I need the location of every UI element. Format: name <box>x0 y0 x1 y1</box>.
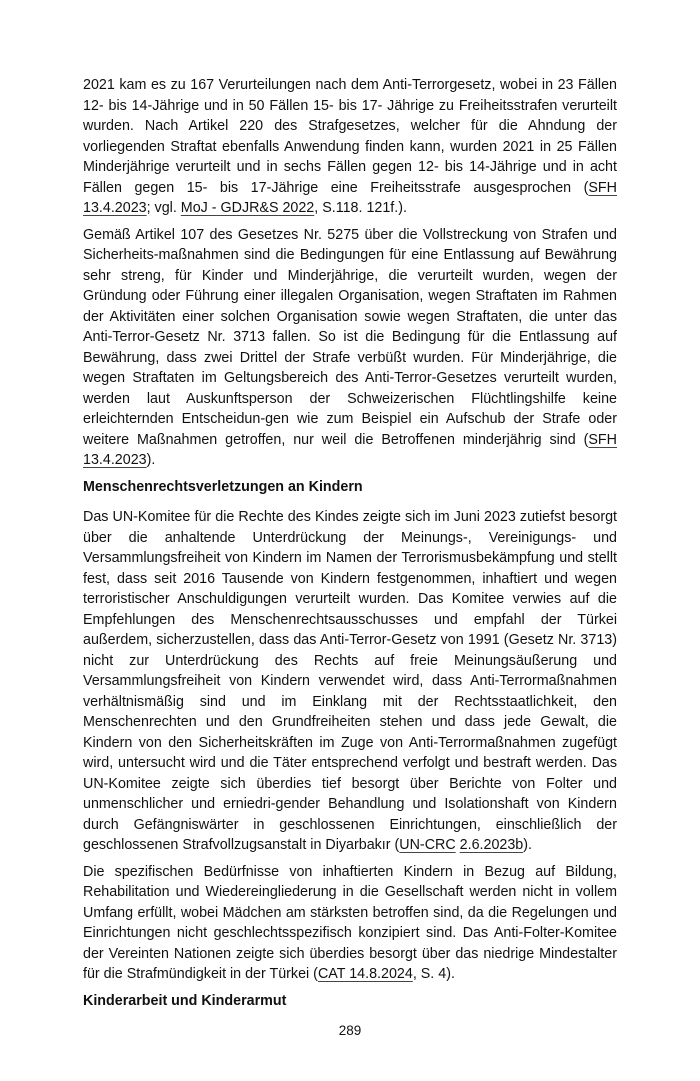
text-segment: laut Auskunftsperson der Schweizerischen Flüchtlingshilfe keine erleichternden Entscheidun- <box>83 390 617 427</box>
text-segment: über das niedrige Mindestalter für die Strafmündigkeit in der Türkei ( <box>83 945 617 982</box>
page-number: 289 <box>338 1023 362 1038</box>
text-segment: Kindern verwendet wird, dass Anti-Terrormaßnahmen verhältnismäßig sind und im Einklang mit <box>83 673 617 710</box>
text-segment: Kindern im Namen der Terrorismusbekämpfung und stellt fest, dass seit 2016 Tausende von <box>83 550 617 587</box>
text-segment: der Rechtsstaatlichkeit, den Menschenrechten und den Grundfreiheiten stehen und dass jede <box>83 693 617 730</box>
text-segment: Jährige und in 50 Fällen 15- bis 17- Jährige zu Freiheitsstrafen verurteilt wurden. Nach Artikel 220 <box>83 97 617 134</box>
text-segment: zeigte sich überdies tief besorgt über Berichte von Folter und unmenschlicher und erniedri- <box>83 775 617 812</box>
text-segment: maßnahmen sind die Bedingungen für eine Entlassung auf Bewährung sehr streng, für Kinder <box>83 247 617 284</box>
text-segment: Das Komitee verwies auf die Empfehlungen des Menschenrechtsausschusses und empfahl <box>83 591 617 628</box>
text-segment: Das UN-Komitee für die Rechte des Kindes zeigte sich im Juni 2023 zutiefst besorgt über <box>83 509 617 546</box>
text-segment: Organisation, wegen Straftaten im Rahmen der Aktivitäten einer solchen Organisation sowie <box>83 288 617 325</box>
citation-link[interactable]: CAT 14.8.2024 <box>317 966 413 982</box>
text-segment: konzipiert sind. Das Anti-Folter-Komitee der Vereinten Nationen zeigte sich überdies besorgt <box>83 925 618 962</box>
text-segment: finden kann, wurden 2021 in 25 Fällen Minderjährige verurteilt und in sechs Fällen gegen 12- bis <box>83 138 617 175</box>
text-segment: gen wie zum Beispiel ein Aufschub der Strafe oder weitere Maßnahmen getroffen, nur weil die <box>83 411 618 448</box>
text-segment: Gemäß Artikel 107 des Gesetzes Nr. 5275 über die Vollstreckung von Strafen und Sicherheits- <box>83 226 617 263</box>
text-segment: ). <box>146 452 156 468</box>
text-segment: am stärksten betroffen sind, da die Regelungen und Einrichtungen nicht geschlechtsspezifisch <box>83 904 617 941</box>
text-segment: die anhaltende Unterdrückung der Meinungs-, Vereinigungs- und Versammlungsfreiheit von <box>83 529 617 566</box>
text-segment: gender Behandlung und Isolationshaft von Kindern durch Gefängniswärter in geschlossenen <box>83 796 617 833</box>
paragraph-parole-conditions <box>83 225 617 471</box>
text-segment: Betroffenen minderjährig sind ( <box>381 431 589 448</box>
text-segment: Wiedereingliederung in die Gesellschaft werden nicht in vollem Umfang erfüllt, wobei Mädchen <box>83 884 617 921</box>
paragraph-un-committee <box>83 507 617 856</box>
text-segment: und Minderjährige, die verurteilt wurden, wegen der Gründung oder Führung einer illegalen <box>83 267 617 304</box>
text-segment: wegen Straftaten, die unter das Anti-Terror-Gesetz Nr. 3713 fallen. So ist die Bedingung für <box>83 308 617 345</box>
text-segment: die Entlassung auf Bewährung, dass zwei Drittel der Strafe verbüßt wurden. Für Minderjährige, <box>83 329 618 366</box>
text-segment: Gewalt, die Kindern von den Sicherheitskräften im Zuge von Anti-Terrormaßnahmen zugefügt <box>83 714 617 751</box>
text-segment: des Strafgesetzes, welcher für die Ahndung der vorliegenden Straftat ebenfalls Anwendung <box>83 118 617 155</box>
text-segment: die wegen Straftaten im Geltungsbereich des Anti-Terror-Gesetzes verurteilt wurden, werden <box>83 349 617 407</box>
section-heading-human-rights-violations: Menschenrechtsverletzungen an Kindern <box>83 478 363 495</box>
text-segment: Die spezifischen Bedürfnisse von inhaftierten Kindern in Bezug auf Bildung, Rehabilitation und <box>83 863 617 900</box>
text-segment: der Türkei außerdem, sicherzustellen, dass das Anti-Terror-Gesetz von 1991 (Gesetz Nr. 3713) <box>83 611 617 648</box>
text-segment: ; vgl. <box>146 200 181 216</box>
text-segment: , S. 4). <box>412 966 455 982</box>
citation-link[interactable]: SFH 13.4.2023 <box>83 431 617 468</box>
citation-link[interactable]: UN-CRC <box>399 837 456 853</box>
citation-link[interactable]: 13.4.2023 <box>83 200 147 216</box>
text-segment: wird, untersucht wird und die Täter entsprechend verfolgt und bestraft werden. Das UN-Komitee <box>83 755 617 792</box>
citation-link[interactable]: MoJ - GDJR&S 2022 <box>180 200 315 216</box>
text-segment: , S.118. 121f.). <box>314 200 407 216</box>
text-segment: Kindern festgenommen, inhaftiert und wegen terroristischer Anschuldigungen verurteilt wurden. <box>83 570 617 607</box>
citation-link[interactable]: 2.6.2023b <box>459 837 524 853</box>
text-segment: ). <box>523 837 532 853</box>
paragraph-convictions <box>83 75 617 219</box>
text-segment: 14-Jährige und in acht Fällen gegen 15- bis 17-Jährige eine Freiheitsstrafe ausgesprochen ( <box>83 159 617 196</box>
text-segment: nicht zur Unterdrückung des Rechts auf freie Meinungsäußerung und Versammlungsfreiheit von <box>83 652 617 689</box>
citation-link[interactable]: SFH <box>588 179 617 196</box>
paragraph-detained-children-needs <box>83 862 617 985</box>
text-segment: Einrichtungen, einschließlich der geschlossenen Strafvollzugsanstalt in Diyarbakır ( <box>83 816 617 853</box>
section-heading-child-labour: Kinderarbeit und Kinderarmut <box>83 992 287 1009</box>
text-segment: 2021 kam es zu 167 Verurteilungen nach dem Anti-Terrorgesetz, wobei in 23 Fällen 12- bis 14- <box>83 77 617 114</box>
